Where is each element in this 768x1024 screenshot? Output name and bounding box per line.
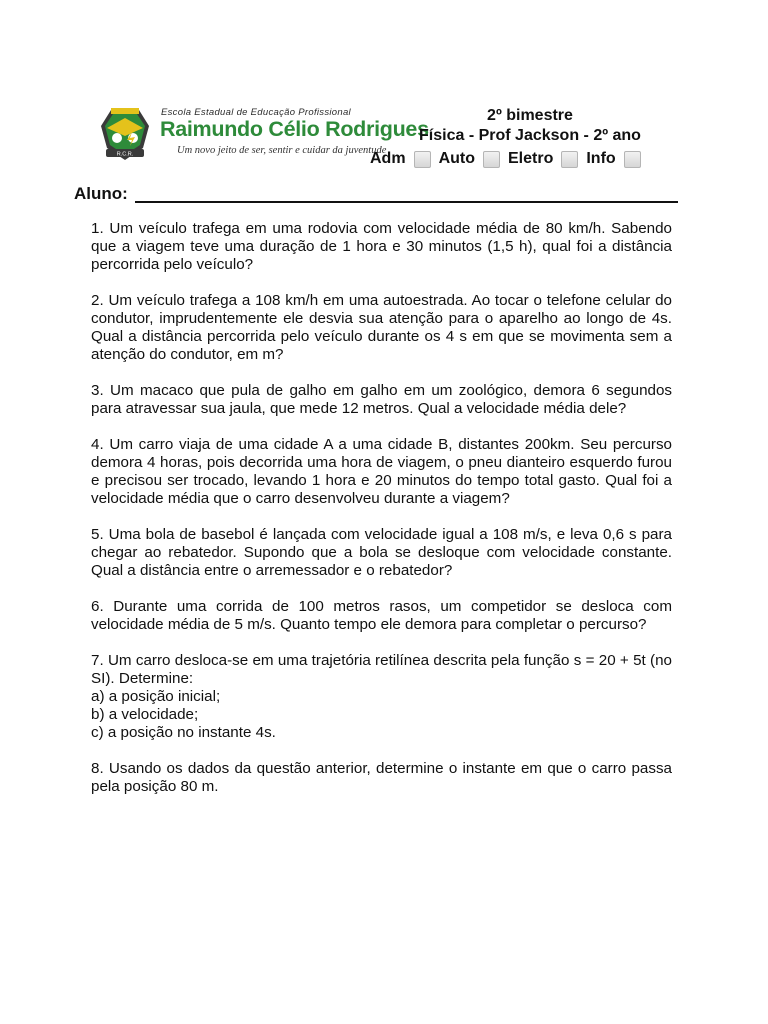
header-info	[360, 106, 700, 146]
school-name: Raimundo Célio Rodrigues	[160, 117, 429, 141]
course-eletro	[508, 150, 578, 168]
course-adm	[370, 150, 431, 168]
course-label-info: Info	[586, 150, 616, 167]
course-auto	[439, 150, 500, 168]
question-text: 3. Um macaco que pula de galho em galho em um zoológico, demora 6 segundos para atravessar sua jaula, que mede 12 metros. Qual a velocidade média dele?	[91, 382, 672, 417]
term-title: 2º bimestre	[487, 107, 573, 124]
question-list	[91, 220, 672, 814]
question-text: 5. Uma bola de basebol é lançada com velocidade igual a 108 m/s, e leva 0,6 s para chegar ao rebatedor. Supondo que a bola se desloque com velocidade constante. Qual a distância entre o arremessador e o rebatedor?	[91, 526, 672, 579]
school-prefix: Escola Estadual de Educação Profissional	[161, 107, 351, 118]
student-label: Aluno:	[74, 184, 128, 203]
student-name-line[interactable]	[135, 201, 678, 203]
question-5	[91, 526, 672, 580]
question-3	[91, 382, 672, 418]
crest-label: R.C.R.	[116, 151, 134, 158]
course-checkbox-eletro[interactable]	[561, 151, 578, 168]
question-2	[91, 292, 672, 364]
question-text: 6. Durante uma corrida de 100 metros rasos, um competidor se desloca com velocidade média de 5 m/s. Quanto tempo ele demora para completar o percurso?	[91, 598, 672, 633]
course-label-auto: Auto	[438, 150, 475, 167]
course-selector	[370, 150, 649, 168]
course-checkbox-auto[interactable]	[483, 151, 500, 168]
question-text: 8. Usando os dados da questão anterior, determine o instante em que o carro passa pela posição 80 m.	[91, 760, 672, 795]
course-label-eletro: Eletro	[508, 150, 554, 167]
question-6	[91, 598, 672, 634]
question-text: 4. Um carro viaja de uma cidade A a uma cidade B, distantes 200km. Seu percurso demora 4 horas, pois decorrida uma hora de viagem, o pneu dianteiro esquerdo furou e precisou ser trocado, levando 1 hora e 20 minutos do tempo total gasto. Qual foi a velocidade média que o carro desenvolveu durante a viagem?	[91, 436, 672, 507]
school-crest-icon	[97, 104, 153, 162]
question-7	[91, 652, 672, 742]
course-label-adm: Adm	[370, 150, 406, 167]
course-checkbox-adm[interactable]	[414, 151, 431, 168]
school-motto: Um novo jeito de ser, sentir e cuidar da juventude	[177, 145, 387, 156]
question-option-a: a) a posição inicial;	[91, 688, 221, 705]
question-text: 1. Um veículo trafega em uma rodovia com velocidade média de 80 km/h. Sabendo que a viagem teve uma duração de 1 hora e 30 minutos (1,5 h), qual foi a distância percorrida pelo veículo?	[91, 220, 672, 273]
question-option-c: c) a posição no instante 4s.	[91, 724, 276, 741]
question-text: 7. Um carro desloca-se em uma trajetória retilínea descrita pela função s = 20 + 5t (no SI). Determine:	[91, 652, 672, 687]
course-info	[586, 150, 640, 168]
course-checkbox-info[interactable]	[624, 151, 641, 168]
question-text: 2. Um veículo trafega a 108 km/h em uma autoestrada. Ao tocar o telefone celular do condutor, imprudentemente ele desvia sua atenção para o aparelho ao longo de 4s. Qual a distância percorrida pelo veículo durante os 4 s em que se movimenta sem a atenção do condutor, em m?	[91, 292, 672, 363]
question-option-b: b) a velocidade;	[91, 706, 199, 723]
question-8	[91, 760, 672, 796]
question-4	[91, 436, 672, 508]
subject-title: Física - Prof Jackson - 2º ano	[419, 127, 641, 144]
question-1	[91, 220, 672, 274]
